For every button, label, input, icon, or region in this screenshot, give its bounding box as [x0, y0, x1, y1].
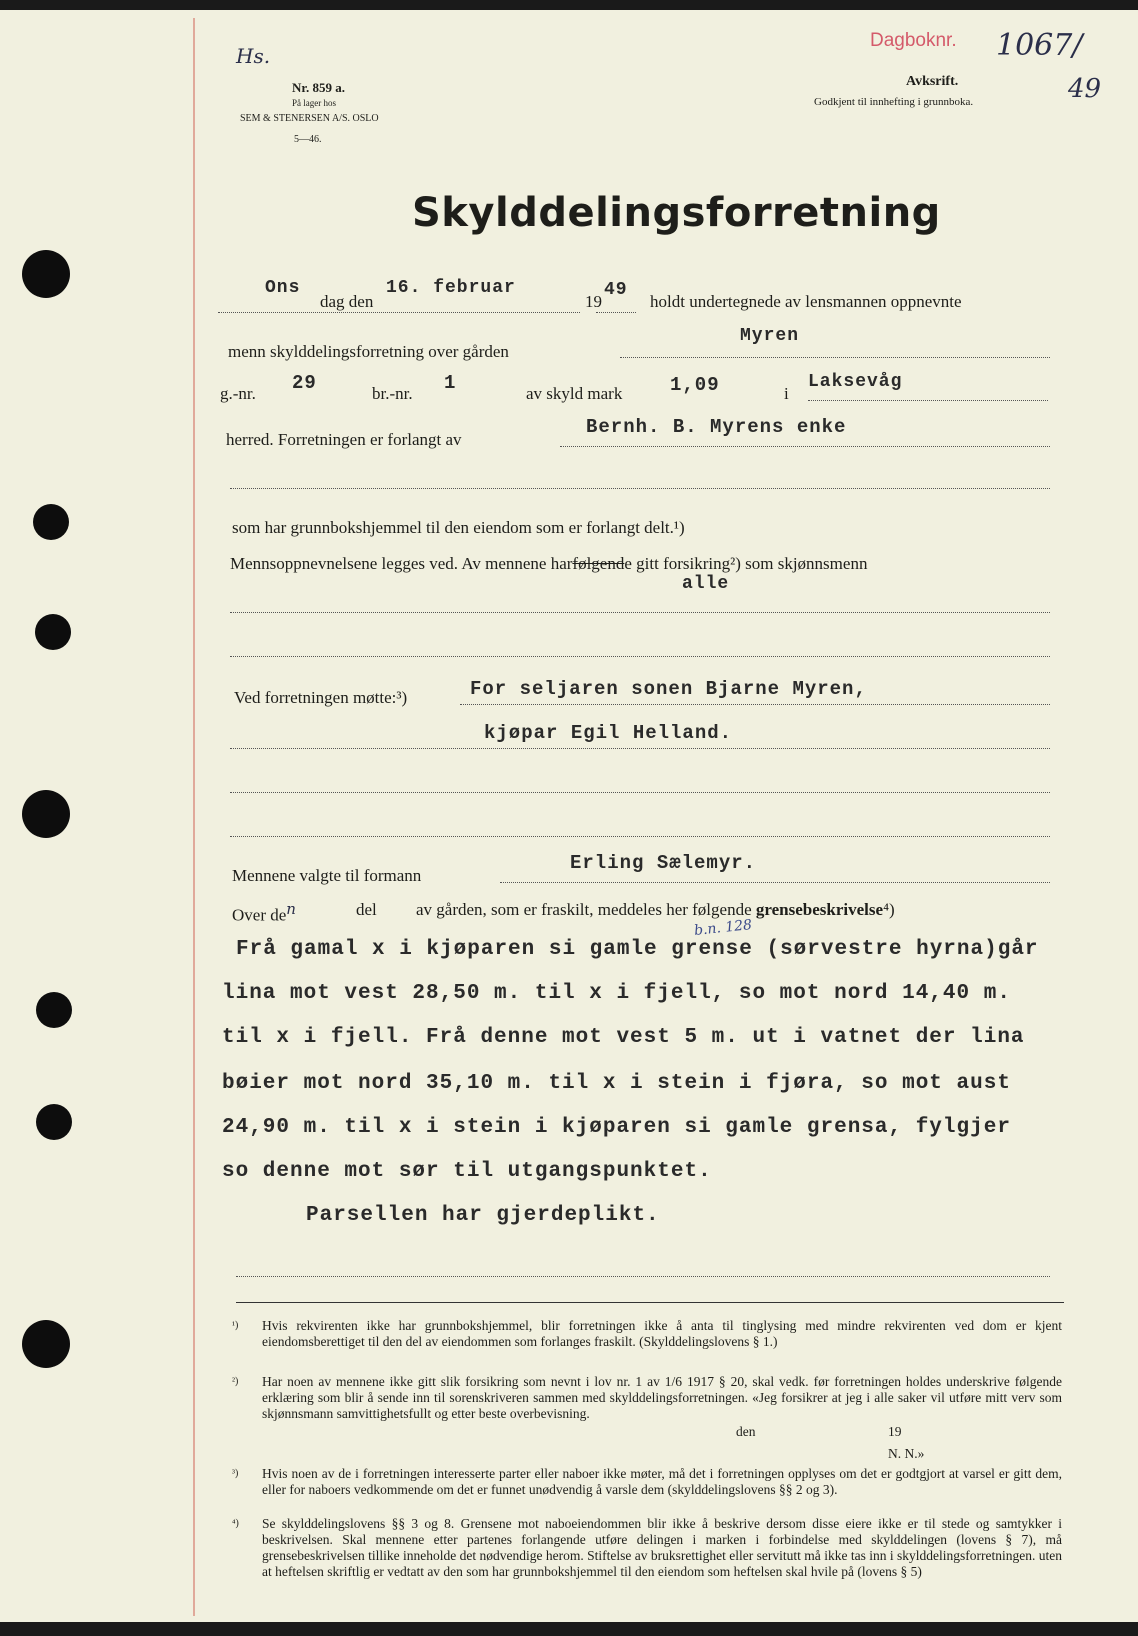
dagbok-label: Dagboknr. — [870, 30, 957, 51]
binder-hole — [36, 992, 72, 1028]
attendee-1: For seljaren sonen Bjarne Myren, — [470, 678, 867, 700]
inserted-word: alle — [682, 574, 730, 594]
attendees-label: Ved forretningen møtte:³) — [234, 688, 408, 707]
date: 16. februar — [386, 278, 516, 298]
footnote-2-den: den — [736, 1424, 756, 1439]
municipality: Laksevåg — [808, 372, 903, 392]
description-line: 24,90 m. til x i stein i kjøparen si gamle grensa, fylgjer — [222, 1116, 1011, 1139]
line2-text: menn skylddelingsforretning over gården — [228, 342, 509, 361]
description-line: lina mot vest 28,50 m. til x i fjell, so mot nord 14,40 m. — [222, 982, 1011, 1005]
attendee-2: kjøpar Egil Helland. — [484, 722, 733, 744]
line6-text — [230, 554, 867, 574]
stock-note: På lager hos — [292, 98, 336, 108]
line9-handwritten-n: n — [286, 900, 296, 918]
line1-text1: dag den — [320, 292, 374, 311]
line6-text1: Mennsoppnevnelsene legges ved. Av mennene har — [230, 554, 573, 573]
brnr-value: 1 — [444, 372, 457, 394]
weekday: Ons — [265, 278, 301, 298]
footnote-mark-2: ²) — [232, 1376, 239, 1387]
skyld-value: 1,09 — [670, 374, 720, 396]
binder-hole — [22, 790, 70, 838]
line4-text: herred. Forretningen er forlangt av — [226, 430, 462, 449]
binder-hole — [33, 504, 69, 540]
footnote-3: Hvis noen av de i forretningen interesserte parter eller naboer ikke møter, må det i forretningen opplyses om det er godtgjort at varsel er gitt dem, eller for naboers vedkommende om det er funnet unødvendig å varsle dem (skylddelingslovens §§ 2 og 3). — [262, 1466, 1062, 1497]
gnr-value: 29 — [292, 372, 317, 394]
footnote-2: Har noen av mennene ikke gitt slik forsikring som nevnt i lov nr. 1 av 1/6 1917 § 20, skal vedk. før forretningen holdes underskrive følgende erklæring som blir å sende inn til sorenskriveren sammen med skylddelingsforretningen. «Jeg forsikrer at jeg i alle saker vil utføre mitt verv som skjønnsmann samvittighetsfullt og etter beste overbevisning. — [262, 1374, 1062, 1421]
year: 49 — [604, 280, 628, 300]
form-number: Nr. 859 a. — [292, 80, 345, 95]
description-line: so denne mot sør til utgangspunktet. — [222, 1160, 712, 1183]
footnote-mark-3: ³) — [232, 1468, 239, 1479]
line1-text2: holdt undertegnede av lensmannen oppnevnte — [650, 292, 962, 311]
description-line: Parsellen har gjerdeplikt. — [306, 1204, 660, 1227]
i-label: i — [784, 384, 789, 403]
line9-sup: ⁴) — [883, 900, 895, 919]
description-line: Frå gamal x i kjøparen si gamle grense (sørvestre hyrna)går — [236, 938, 1039, 961]
chairman-name: Erling Sælemyr. — [570, 852, 757, 874]
line9-text — [232, 900, 296, 926]
avskrift-stamp: Avksrift. — [906, 74, 959, 89]
binder-hole — [36, 1104, 72, 1140]
dagbok-number: 1067/ — [996, 28, 1083, 63]
gnr-label: g.-nr. — [220, 384, 256, 403]
description-line: bøier mot nord 35,10 m. til x i stein i fjøra, so mot aust — [222, 1072, 1011, 1095]
line9-text3 — [416, 900, 895, 920]
line6-text2: e gitt forsikring²) som skjønnsmenn — [624, 554, 868, 573]
line9-text1: Over de — [232, 905, 287, 925]
skyld-label: av skyld mark — [526, 384, 623, 403]
footnote-4: Se skylddelingslovens §§ 3 og 8. Grensene mot naboeiendommen blir ikke å beskrive dersom disse eiere ikke er til stede og samtykker i beskrivelsen. Skal mennene etter partenes forlangende utføre delingen i marken i forbindelse med skylddelingen (lovens § 7), må grensebeskrivelsen tillike inneholde det nødvendige herom. Stiftelse av bruksrettighet eller servitutt må ikke tas inn i skylddelingsforretningen. uten at heftelsen skriftlig er vedtatt av den som har grunnbokshjemmel til den eiendom som heftelsen skal hvile på (lovens § 5) — [262, 1516, 1062, 1579]
footnote-2-signature: N. N.» — [888, 1446, 925, 1461]
requester: Bernh. B. Myrens enke — [586, 416, 847, 438]
farm-name: Myren — [740, 326, 800, 346]
line5-text: som har grunnbokshjemmel til den eiendom som er forlangt delt.¹) — [232, 518, 685, 537]
struck-text: følgend — [572, 554, 625, 573]
footnote-mark-4: ⁴) — [232, 1518, 239, 1529]
binder-hole — [22, 250, 70, 298]
page-title: Skylddelingsforretning — [412, 190, 941, 236]
footnote-mark-1: ¹) — [232, 1320, 239, 1331]
publisher: SEM & STENERSEN A/S. OSLO — [240, 113, 379, 124]
footnote-divider — [236, 1302, 1064, 1303]
handwritten-annotation: b.n. 128 — [693, 917, 753, 939]
brnr-label: br.-nr. — [372, 384, 413, 403]
footnote-1: Hvis rekvirenten ikke har grunnbokshjemmel, blir forretningen ikke å anta til tinglysing med mindre rekvirenten ved dom er kjent eiendomsberettiget til den del av eiendommen som forlanges fraskilt. (Skylddelingslovens § 1.) — [262, 1318, 1062, 1349]
binder-hole — [22, 1320, 70, 1368]
handwritten-initials: Hs. — [236, 44, 271, 68]
dagbok-year: 49 — [1068, 74, 1102, 104]
line9-text3-inner: av gården, som er fraskilt, meddeles her følgende — [416, 900, 752, 919]
footnote-2-year: 19 — [888, 1424, 902, 1439]
binder-hole — [35, 614, 71, 650]
approval-note: Godkjent til innhefting i grunnboka. — [814, 96, 974, 108]
century: 19 — [585, 292, 602, 311]
line9-bold: grensebeskrivelse — [755, 900, 884, 919]
chairman-label: Mennene valgte til formann — [232, 866, 422, 885]
margin-line — [193, 18, 195, 1616]
line9-text2: del — [356, 900, 377, 919]
edition: 5—46. — [294, 134, 322, 145]
description-line: til x i fjell. Frå denne mot vest 5 m. ut i vatnet der lina — [222, 1026, 1025, 1049]
